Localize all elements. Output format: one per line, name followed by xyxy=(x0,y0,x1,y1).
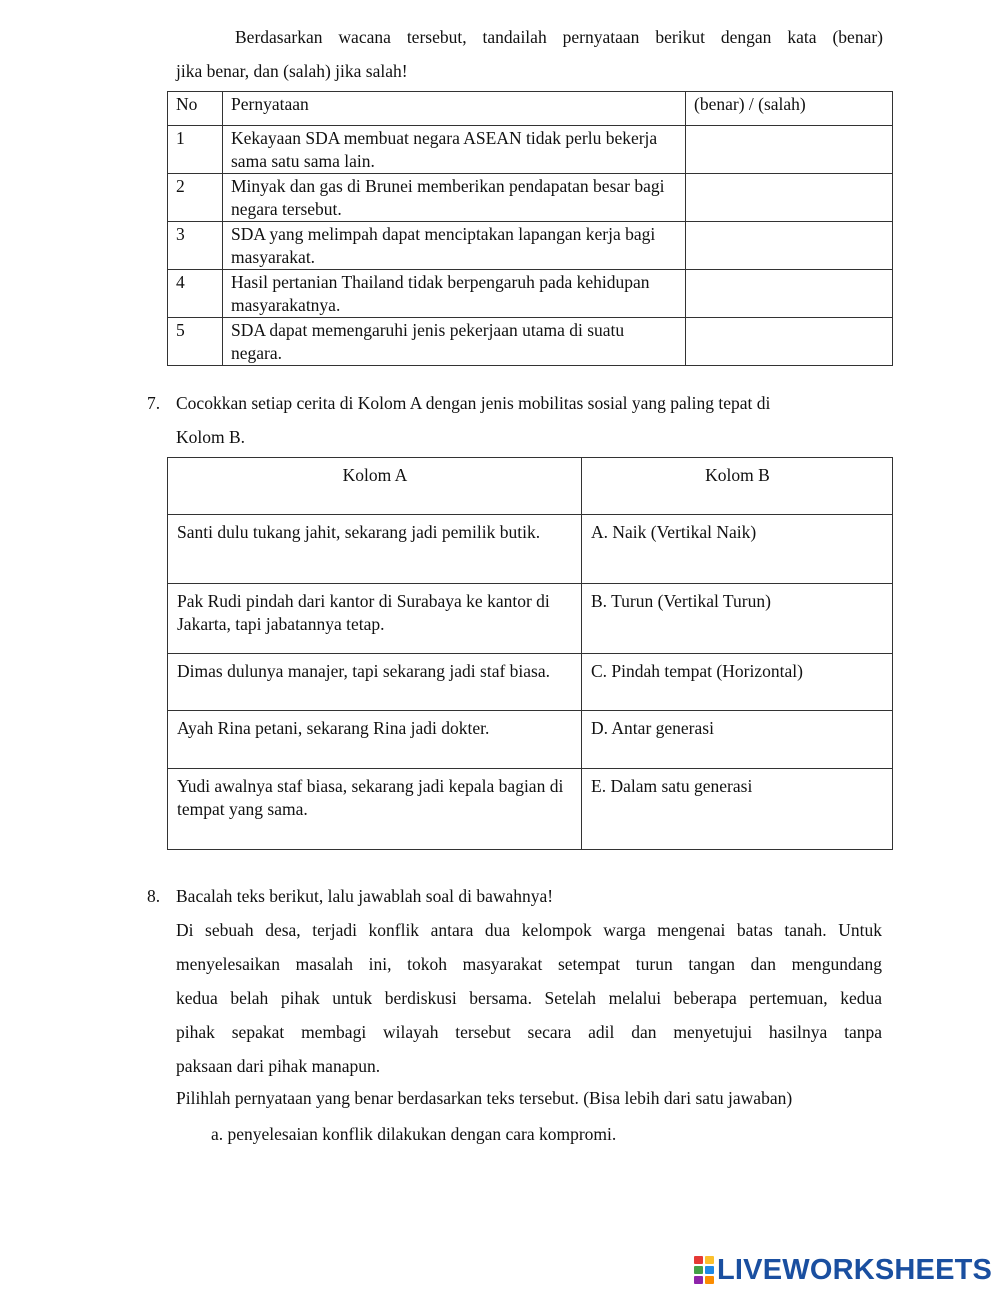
kolom-a-item[interactable]: Ayah Rina petani, sekarang Rina jadi dokter. xyxy=(168,711,582,769)
table-row xyxy=(168,270,893,318)
kolom-a-item[interactable]: Yudi awalnya staf biasa, sekarang jadi kepala bagian di tempat yang sama. xyxy=(168,769,582,850)
matching-table xyxy=(167,457,893,850)
intro-line-1: Berdasarkan wacana tersebut, tandailah pernyataan berikut dengan kata (benar) xyxy=(235,27,883,47)
answer-cell[interactable] xyxy=(686,270,893,318)
kolom-b-item[interactable]: D. Antar generasi xyxy=(582,711,893,769)
kolom-a-item[interactable]: Santi dulu tukang jahit, sekarang jadi pemilik butik. xyxy=(168,515,582,584)
liveworksheets-logo xyxy=(694,1253,992,1287)
liveworksheets-logo-icon xyxy=(694,1256,714,1284)
table-row xyxy=(168,769,893,850)
kolom-b-item[interactable]: E. Dalam satu generasi xyxy=(582,769,893,850)
brand-name: LIVEWORKSHEETS xyxy=(717,1253,993,1286)
answer-cell[interactable] xyxy=(686,222,893,270)
passage-line: kedua belah pihak untuk berdiskusi bersama. Setelah melalui beberapa pertemuan, kedua xyxy=(176,988,882,1008)
table-row xyxy=(168,222,893,270)
kolom-b-item[interactable]: B. Turun (Vertikal Turun) xyxy=(582,584,893,654)
passage-line: pihak sepakat membagi wilayah tersebut secara adil dan menyetujui hasilnya tanpa xyxy=(176,1022,882,1042)
header-no: No xyxy=(168,92,223,126)
q7-instruction-line-1: Cocokkan setiap cerita di Kolom A dengan jenis mobilitas sosial yang paling tepat di xyxy=(176,393,771,413)
q8-instruction: Bacalah teks berikut, lalu jawablah soal di bawahnya! xyxy=(176,886,554,906)
row-statement: SDA yang melimpah dapat menciptakan lapangan kerja bagi masyarakat. xyxy=(223,222,686,270)
table-row xyxy=(168,126,893,174)
row-statement: Minyak dan gas di Brunei memberikan pendapatan besar bagi negara tersebut. xyxy=(223,174,686,222)
table-row xyxy=(168,318,893,366)
kolom-b-item[interactable]: C. Pindah tempat (Horizontal) xyxy=(582,654,893,711)
table-row xyxy=(168,711,893,769)
q7-instruction-line-2: Kolom B. xyxy=(176,427,246,447)
table-row xyxy=(168,515,893,584)
row-number: 3 xyxy=(168,222,223,270)
intro-line-2: jika benar, dan (salah) jika salah! xyxy=(176,61,408,81)
kolom-b-item[interactable]: A. Naik (Vertikal Naik) xyxy=(582,515,893,584)
q7-number: 7. xyxy=(147,393,161,413)
passage-line: Di sebuah desa, terjadi konflik antara dua kelompok warga mengenai batas tanah. Untuk xyxy=(176,920,882,940)
q8-number: 8. xyxy=(147,886,161,906)
header-kolom-a: Kolom A xyxy=(168,458,582,515)
header-answer: (benar) / (salah) xyxy=(686,92,893,126)
passage-line: paksaan dari pihak manapun. xyxy=(176,1056,381,1076)
answer-cell[interactable] xyxy=(686,174,893,222)
q8-question: Pilihlah pernyataan yang benar berdasarkan teks tersebut. (Bisa lebih dari satu jawaban) xyxy=(176,1088,793,1108)
table-header-row xyxy=(168,92,893,126)
table-row xyxy=(168,654,893,711)
table-row xyxy=(168,174,893,222)
header-kolom-b: Kolom B xyxy=(582,458,893,515)
kolom-a-item[interactable]: Pak Rudi pindah dari kantor di Surabaya ke kantor di Jakarta, tapi jabatannya tetap. xyxy=(168,584,582,654)
true-false-table xyxy=(167,91,893,366)
row-statement: Hasil pertanian Thailand tidak berpengaruh pada kehidupan masyarakatnya. xyxy=(223,270,686,318)
row-number: 1 xyxy=(168,126,223,174)
row-statement: SDA dapat memengaruhi jenis pekerjaan utama di suatu negara. xyxy=(223,318,686,366)
row-statement: Kekayaan SDA membuat negara ASEAN tidak perlu bekerja sama satu sama lain. xyxy=(223,126,686,174)
header-statement: Pernyataan xyxy=(223,92,686,126)
row-number: 2 xyxy=(168,174,223,222)
q8-option-a[interactable]: a. penyelesaian konflik dilakukan dengan cara kompromi. xyxy=(211,1124,617,1144)
q8-passage xyxy=(176,913,882,1083)
kolom-a-item[interactable]: Dimas dulunya manajer, tapi sekarang jadi staf biasa. xyxy=(168,654,582,711)
row-number: 5 xyxy=(168,318,223,366)
table-header-row xyxy=(168,458,893,515)
answer-cell[interactable] xyxy=(686,318,893,366)
table-row xyxy=(168,584,893,654)
answer-cell[interactable] xyxy=(686,126,893,174)
row-number: 4 xyxy=(168,270,223,318)
passage-line: menyelesaikan masalah ini, tokoh masyarakat setempat turun tangan dan mengundang xyxy=(176,954,882,974)
